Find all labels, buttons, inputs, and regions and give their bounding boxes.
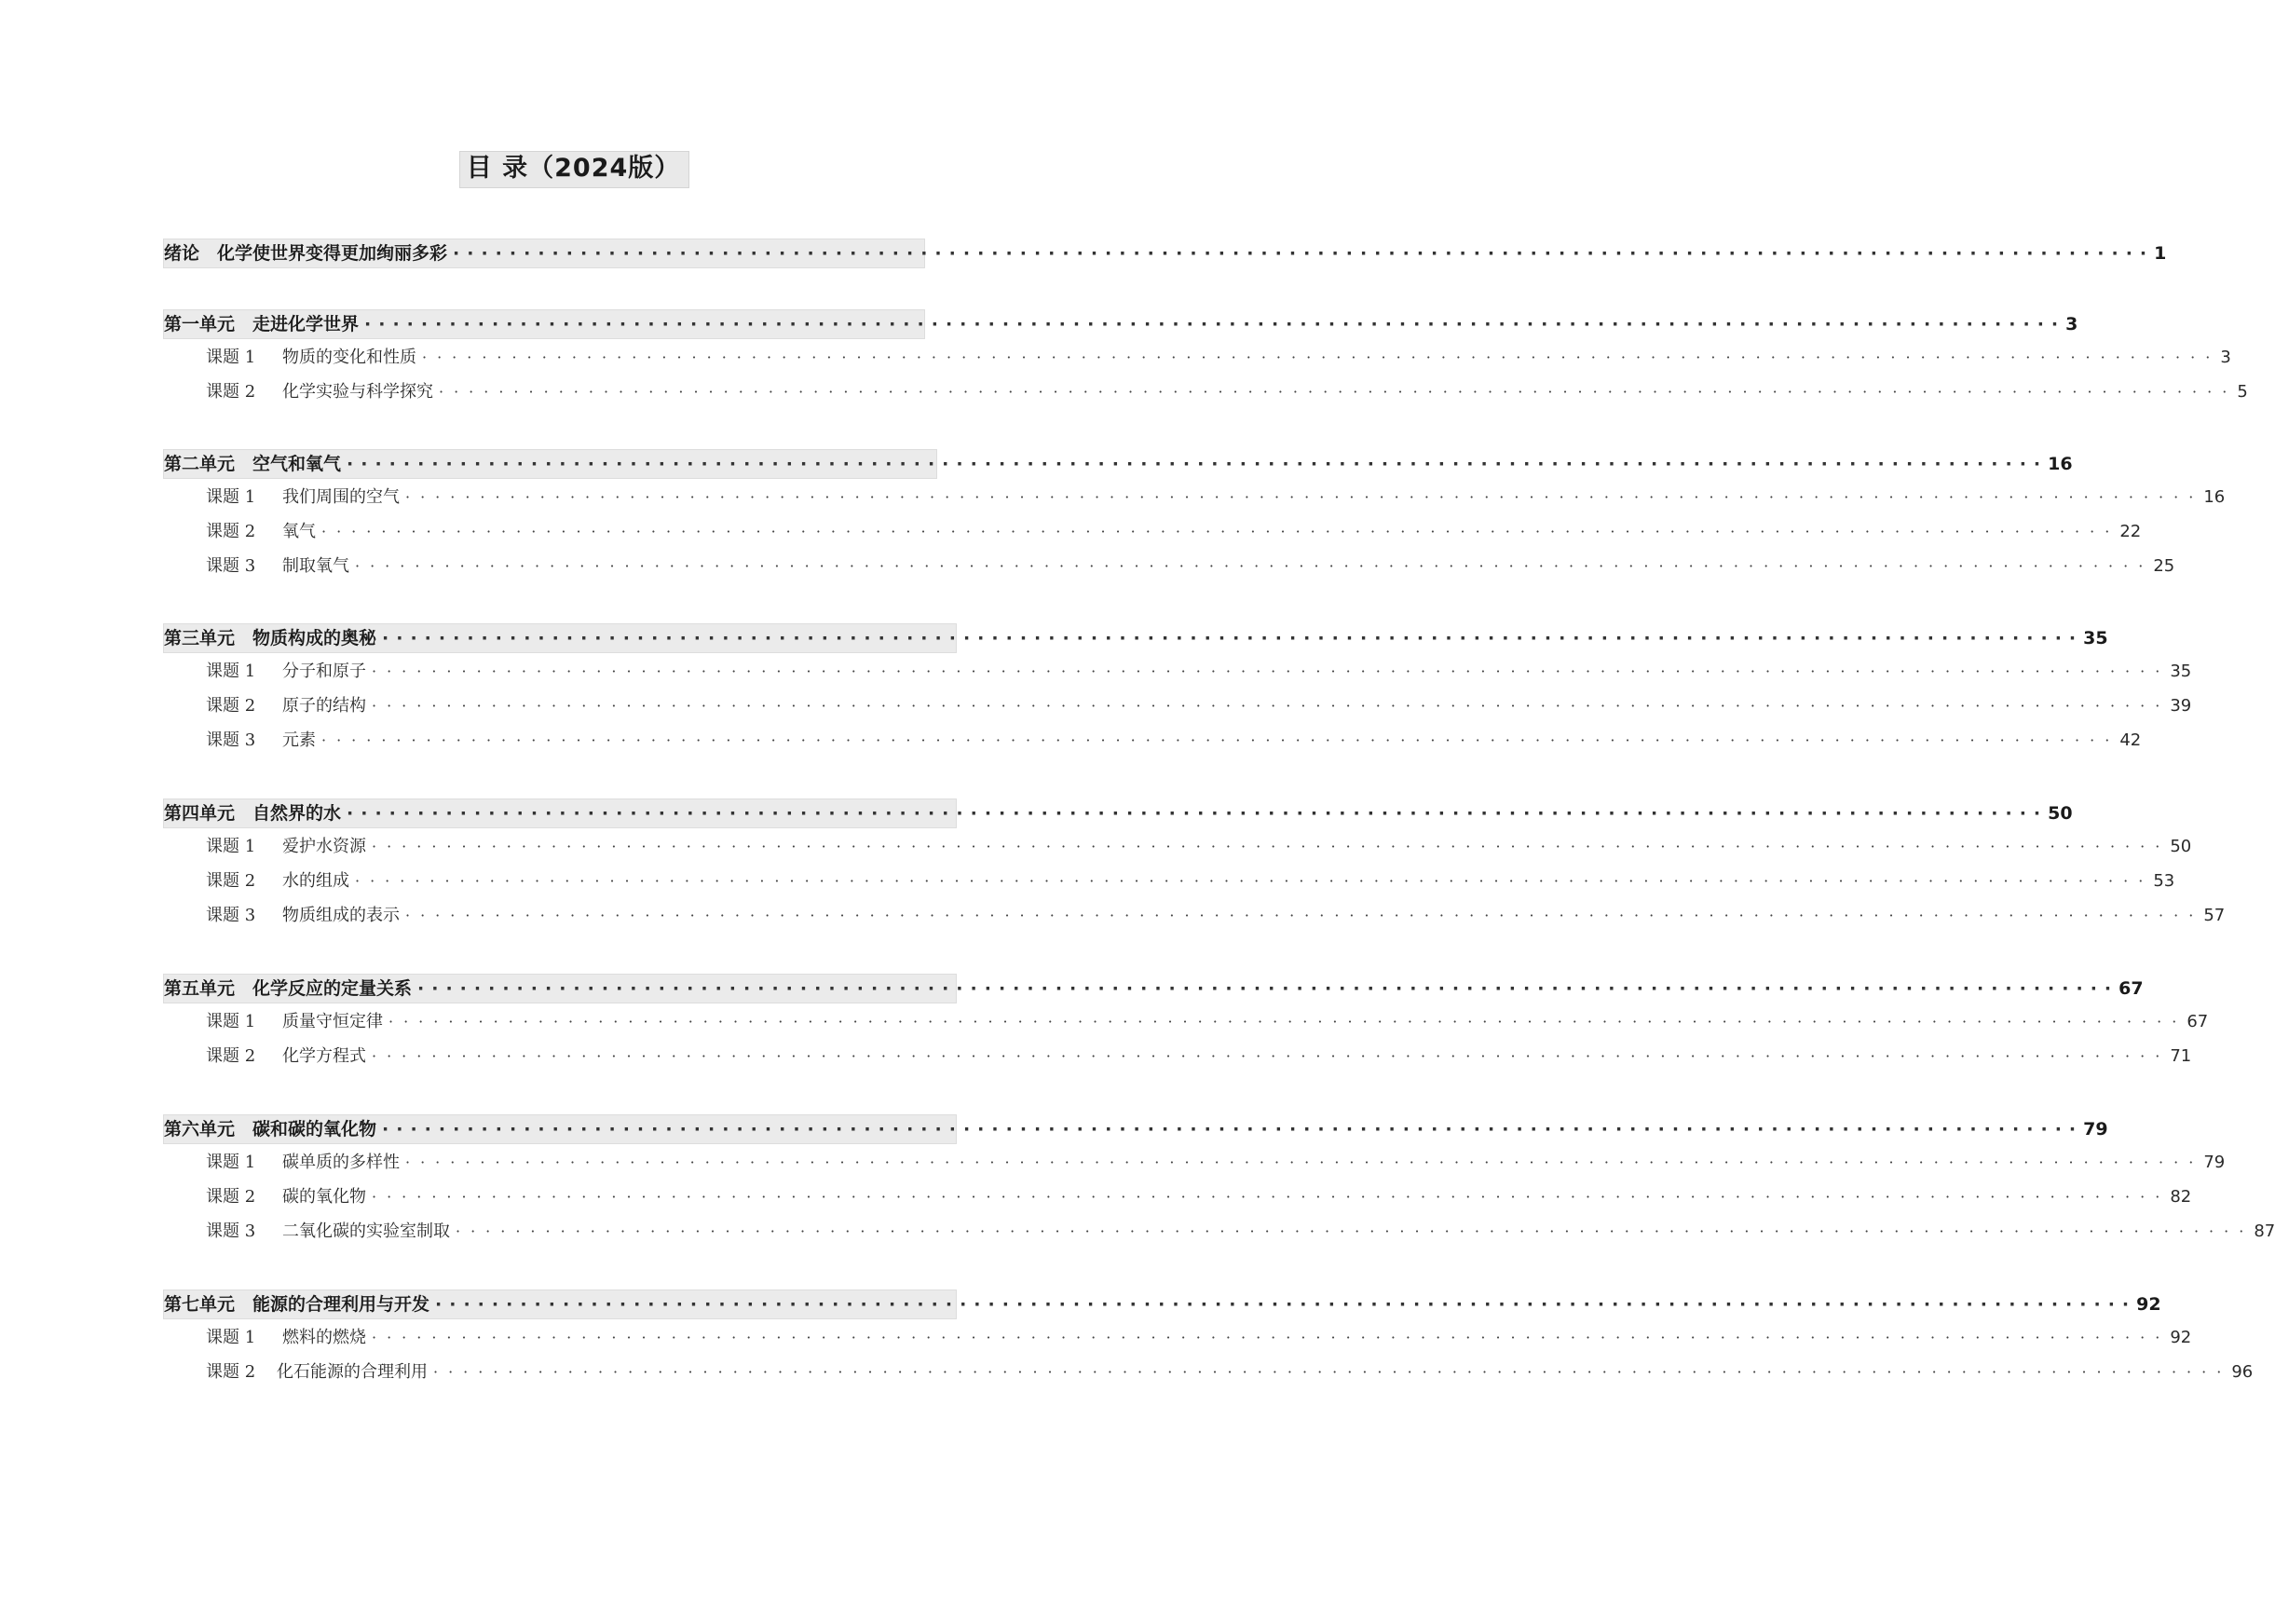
lesson-page: 82 xyxy=(2170,1187,2192,1207)
lesson-title: 爱护水资源 xyxy=(282,837,366,856)
dot-leader: ························································································································ xyxy=(347,454,2049,474)
dot-leader: ························································································································ xyxy=(417,978,2119,999)
dot-leader: ························································································································ xyxy=(456,1222,2255,1240)
lesson-number: 课题 3 xyxy=(206,1221,256,1241)
unit-label: 第一单元 走进化学世界 xyxy=(164,314,360,334)
unit-page: 16 xyxy=(2048,454,2073,474)
toc-lesson[interactable] xyxy=(206,378,2248,406)
toc-unit-1[interactable] xyxy=(163,309,2078,339)
lesson-page: 22 xyxy=(2119,522,2142,541)
toc-lesson[interactable] xyxy=(206,692,2192,720)
lesson-page: 5 xyxy=(2237,382,2248,402)
toc-unit-2[interactable] xyxy=(163,449,2073,479)
lesson-page: 42 xyxy=(2119,730,2142,750)
lesson-number: 课题 2 xyxy=(206,696,256,716)
lesson-page: 53 xyxy=(2153,871,2175,891)
unit-page: 92 xyxy=(2136,1294,2161,1315)
intro-page: 1 xyxy=(2154,243,2167,264)
lesson-number: 课题 1 xyxy=(206,662,256,681)
toc-lesson[interactable] xyxy=(206,484,2226,512)
dot-leader: ························································································································ xyxy=(372,697,2171,715)
lesson-title: 化学方程式 xyxy=(282,1046,366,1066)
toc-lesson[interactable] xyxy=(206,1008,2209,1036)
lesson-page: 57 xyxy=(2203,906,2226,925)
lesson-title: 燃料的燃烧 xyxy=(282,1328,366,1347)
dot-leader: ························································································································ xyxy=(372,1047,2171,1065)
unit-page: 3 xyxy=(2065,314,2078,334)
lesson-number: 课题 1 xyxy=(206,1153,256,1172)
lesson-page: 67 xyxy=(2186,1012,2209,1031)
dot-leader: ························································································································ xyxy=(372,1329,2171,1346)
unit-label: 第四单元 自然界的水 xyxy=(164,803,342,824)
lesson-title: 二氧化碳的实验室制取 xyxy=(282,1221,450,1241)
lesson-number: 课题 2 xyxy=(206,1187,256,1207)
dot-leader: ························································································································ xyxy=(372,662,2171,680)
toc-lesson[interactable] xyxy=(206,1183,2192,1211)
lesson-page: 79 xyxy=(2203,1153,2226,1172)
lesson-title: 物质的变化和性质 xyxy=(282,348,416,367)
dot-leader: ························································································································ xyxy=(355,557,2154,575)
dot-leader: ························································································································ xyxy=(372,1188,2171,1206)
dot-leader: ························································································································ xyxy=(321,523,2120,540)
toc-lesson[interactable] xyxy=(206,658,2192,686)
toc-unit-4[interactable] xyxy=(163,798,2073,828)
unit-label: 第三单元 物质构成的奥秘 xyxy=(164,628,377,648)
dot-leader: ························································································································ xyxy=(405,488,2204,506)
dot-leader: ························································································································ xyxy=(388,1013,2187,1030)
lesson-title: 化学实验与科学探究 xyxy=(282,382,433,402)
lesson-page: 35 xyxy=(2170,662,2192,681)
lesson-title: 水的组成 xyxy=(282,871,349,891)
toc-lesson[interactable] xyxy=(206,833,2192,861)
lesson-number: 课题 1 xyxy=(206,1328,256,1347)
lesson-title: 分子和原子 xyxy=(282,662,366,681)
toc-lesson[interactable] xyxy=(206,1218,2275,1246)
lesson-title: 原子的结构 xyxy=(282,696,366,716)
dot-leader: ························································································································ xyxy=(433,1363,2232,1381)
unit-label: 第五单元 化学反应的定量关系 xyxy=(164,978,413,999)
page-title: 目 录（2024版） xyxy=(466,154,681,183)
lesson-page: 3 xyxy=(2220,348,2231,367)
lesson-page: 25 xyxy=(2153,556,2175,576)
lesson-number: 课题 2 xyxy=(206,1362,256,1382)
dot-leader: ························································································································ xyxy=(439,383,2238,401)
toc-lesson[interactable] xyxy=(206,1043,2192,1071)
lesson-number: 课题 1 xyxy=(206,837,256,856)
toc-unit-7[interactable] xyxy=(163,1290,2161,1319)
lesson-page: 87 xyxy=(2254,1221,2275,1241)
lesson-title: 碳单质的多样性 xyxy=(282,1153,400,1172)
toc-lesson[interactable] xyxy=(206,344,2231,372)
unit-page: 67 xyxy=(2118,978,2144,999)
toc-unit-3[interactable] xyxy=(163,623,2108,653)
toc-lesson[interactable] xyxy=(206,1324,2192,1352)
lesson-number: 课题 2 xyxy=(206,522,256,541)
lesson-title: 氧气 xyxy=(282,522,316,541)
lesson-title: 物质组成的表示 xyxy=(282,906,400,925)
dot-leader: ························································································································ xyxy=(372,838,2171,855)
toc-lesson[interactable] xyxy=(206,518,2142,546)
lesson-number: 课题 3 xyxy=(206,730,256,750)
lesson-title: 化石能源的合理利用 xyxy=(277,1362,428,1382)
lesson-page: 39 xyxy=(2170,696,2192,716)
unit-page: 50 xyxy=(2048,803,2073,824)
lesson-title: 我们周围的空气 xyxy=(282,487,400,507)
lesson-page: 50 xyxy=(2170,837,2192,856)
dot-leader: ························································································································ xyxy=(405,1153,2204,1171)
lesson-title: 质量守恒定律 xyxy=(282,1012,383,1031)
dot-leader: ························································································································ xyxy=(321,731,2120,749)
toc-unit-5[interactable] xyxy=(163,974,2144,1003)
dot-leader: ························································································································ xyxy=(382,1119,2084,1140)
lesson-number: 课题 1 xyxy=(206,1012,256,1031)
intro-label: 绪论 化学使世界变得更加绚丽多彩 xyxy=(164,243,448,264)
dot-leader: ························································································································ xyxy=(453,243,2155,264)
lesson-title: 元素 xyxy=(282,730,316,750)
toc-lesson[interactable] xyxy=(206,553,2175,580)
toc-unit-6[interactable] xyxy=(163,1114,2108,1144)
unit-page: 79 xyxy=(2083,1119,2108,1140)
lesson-title: 碳的氧化物 xyxy=(282,1187,366,1207)
toc-intro[interactable] xyxy=(163,239,2167,268)
lesson-title: 制取氧气 xyxy=(282,556,349,576)
lesson-number: 课题 2 xyxy=(206,1046,256,1066)
lesson-page: 96 xyxy=(2231,1362,2254,1382)
dot-leader: ························································································································ xyxy=(364,314,2066,334)
lesson-page: 92 xyxy=(2170,1328,2192,1347)
toc-lesson[interactable] xyxy=(206,1358,2254,1386)
unit-page: 35 xyxy=(2083,628,2108,648)
unit-label: 第六单元 碳和碳的氧化物 xyxy=(164,1119,377,1140)
toc-lesson[interactable] xyxy=(206,867,2175,895)
lesson-number: 课题 2 xyxy=(206,871,256,891)
dot-leader: ························································································································ xyxy=(382,628,2084,648)
lesson-number: 课题 1 xyxy=(206,487,256,507)
unit-label: 第二单元 空气和氧气 xyxy=(164,454,342,474)
unit-label: 第七单元 能源的合理利用与开发 xyxy=(164,1294,430,1315)
dot-leader: ························································································································ xyxy=(347,803,2049,824)
dot-leader: ························································································································ xyxy=(405,907,2204,924)
toc-lesson[interactable] xyxy=(206,727,2142,755)
lesson-page: 71 xyxy=(2170,1046,2192,1066)
toc-lesson[interactable] xyxy=(206,902,2226,930)
lesson-page: 16 xyxy=(2203,487,2226,507)
dot-leader: ························································································································ xyxy=(355,872,2154,890)
lesson-number: 课题 2 xyxy=(206,382,256,402)
lesson-number: 课题 1 xyxy=(206,348,256,367)
lesson-number: 课题 3 xyxy=(206,906,256,925)
toc-lesson[interactable] xyxy=(206,1149,2226,1177)
dot-leader: ························································································································ xyxy=(422,348,2221,366)
dot-leader: ························································································································ xyxy=(435,1294,2137,1315)
lesson-number: 课题 3 xyxy=(206,556,256,576)
